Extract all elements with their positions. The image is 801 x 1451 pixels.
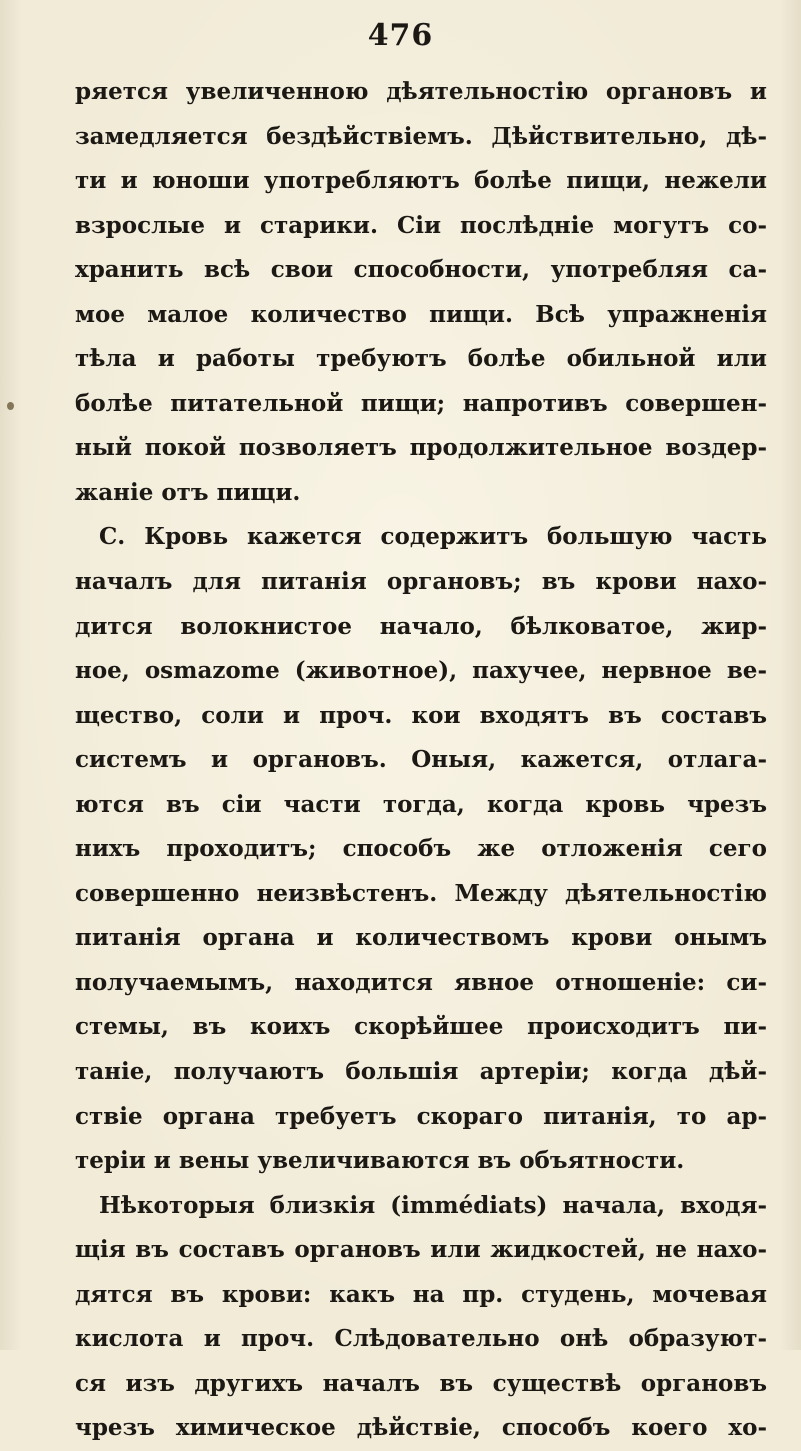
text-line: Нѣкоторыя близкія (immédiats) начала, входя- (99, 1191, 767, 1219)
text-line: хранить всѣ свои способности, употребляя са- (75, 256, 767, 284)
text-line: ся изъ другихъ началъ въ существѣ органовъ (75, 1369, 767, 1397)
page-number: 476 (367, 18, 434, 53)
text-line: совершенно неизвѣстенъ. Между дѣятельностію (75, 879, 767, 907)
text-line: ти и юноши употребляютъ болѣе пищи, нежели (75, 167, 767, 195)
text-line: мое малое количество пищи. Всѣ упражненія (75, 300, 767, 328)
text-line: замедляется бездѣйствіемъ. Дѣйствительно, дѣ- (75, 122, 767, 150)
body-text (75, 70, 767, 1451)
text-line: питанія органа и количествомъ крови онымъ (75, 924, 767, 952)
text-line: получаемымъ, находится явное отношеніе: си- (75, 968, 767, 996)
ink-speck (7, 402, 14, 410)
text-line: чрезъ химическое дѣйствіе, способъ коего хо- (75, 1414, 767, 1442)
text-line: жаніе отъ пищи. (75, 478, 301, 506)
text-line: ряется увеличенною дѣятельностію органовъ и (75, 78, 767, 105)
text-line: дятся въ крови: какъ на пр. студень, мочевая (75, 1280, 767, 1308)
text-line: ствіе органа требуетъ скораго питанія, то ар- (75, 1102, 767, 1130)
text-line: теріи и вены увеличиваются въ объятности. (75, 1147, 685, 1175)
text-line: С. Кровь кажется содержитъ большую часть (99, 523, 767, 551)
text-line: началъ для питанія органовъ; въ крови нахо- (75, 568, 767, 596)
text-line: ются въ сіи части тогда, когда кровь чрезъ (75, 790, 767, 818)
text-line: системъ и органовъ. Оныя, кажется, отлага- (75, 746, 767, 774)
text-line: дится волокнистое начало, бѣлковатое, жир- (75, 612, 767, 640)
text-line: ный покой позволяетъ продолжительное воздер- (75, 434, 767, 462)
text-line: кислота и проч. Слѣдовательно онѣ образуют- (75, 1325, 767, 1353)
text-line: взрослые и старики. Сіи послѣдніе могутъ со- (75, 211, 767, 239)
text-line: ное, osmazome (животное), пахучее, нервное ве- (75, 657, 767, 685)
text-line: щія въ составъ органовъ или жидкостей, не нахо- (75, 1236, 767, 1264)
text-line: стемы, въ коихъ скорѣйшее происходитъ пи- (75, 1013, 767, 1041)
text-line: тѣла и работы требуютъ болѣе обильной или (75, 345, 767, 373)
text-line: таніе, получаютъ большія артеріи; когда дѣй- (75, 1058, 767, 1086)
text-line: щество, соли и проч. кои входятъ въ составъ (75, 701, 767, 729)
text-line: болѣе питательной пищи; напротивъ совершен- (75, 389, 767, 417)
text-line: нихъ проходитъ; способъ же отложенія сего (75, 835, 767, 863)
